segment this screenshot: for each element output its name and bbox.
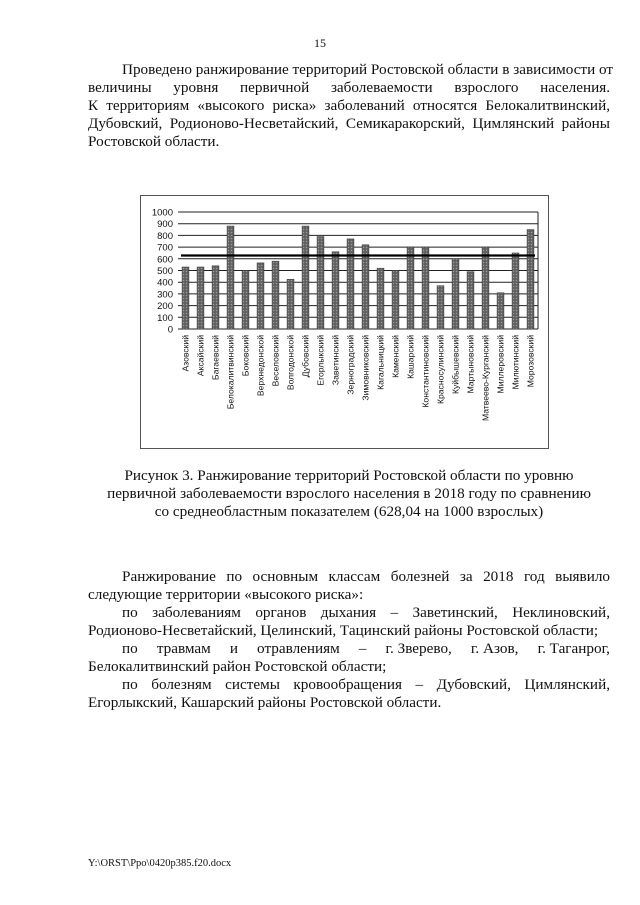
trauma-line-1 bbox=[122, 640, 610, 658]
intro-word: взрослого bbox=[454, 79, 519, 96]
y-tick-label: 0 bbox=[167, 324, 173, 336]
caption-line-1: Рисунок 3. Ранжирование территорий Ростовской области по уровню bbox=[124, 467, 574, 484]
respiratory-line-1 bbox=[122, 604, 610, 622]
x-tick-label: Боковский bbox=[240, 335, 251, 377]
bar-2 bbox=[197, 267, 204, 329]
trauma-word: травмам bbox=[156, 640, 211, 657]
bar-chart bbox=[141, 196, 548, 448]
bar-12 bbox=[347, 239, 354, 329]
y-tick-label: 900 bbox=[157, 219, 173, 231]
respiratory-line-1-text: по заболеваниям органов дыхания – Заветинский, Неклиновский, bbox=[122, 604, 610, 621]
circulatory-line-2: Егорлыкский, Кашарский районы Ростовской области. bbox=[88, 694, 442, 711]
y-tick-label: 700 bbox=[157, 242, 173, 254]
bar-5 bbox=[242, 271, 249, 330]
x-tick-label: Аксайский bbox=[195, 335, 206, 377]
x-tick-label: Дубовский bbox=[300, 335, 311, 378]
ranking-line-2: следующие территории «высокого риска»: bbox=[88, 586, 364, 603]
bar-7 bbox=[272, 261, 279, 329]
bar-14 bbox=[377, 268, 384, 329]
x-tick-label: Зимовниковский bbox=[360, 335, 371, 401]
bar-17 bbox=[422, 247, 429, 329]
y-tick-label: 500 bbox=[157, 266, 173, 277]
bar-24 bbox=[527, 230, 534, 329]
bar-8 bbox=[287, 279, 294, 329]
intro-line-1: Проведено ранжирование территорий Ростовской области в зависимости от bbox=[122, 61, 614, 78]
circulatory-line-1 bbox=[122, 676, 610, 694]
x-tick-label: Морозовский bbox=[525, 335, 536, 388]
bar-13 bbox=[362, 245, 369, 329]
y-tick-label: 400 bbox=[157, 277, 173, 289]
x-tick-label: Егорлыкский bbox=[315, 335, 326, 386]
bar-16 bbox=[407, 247, 414, 329]
trauma-word: г. Азов, bbox=[470, 640, 519, 657]
bar-18 bbox=[437, 286, 444, 329]
x-tick-label: Багаевский bbox=[210, 335, 221, 381]
trauma-word: и bbox=[229, 640, 238, 657]
bar-15 bbox=[392, 271, 399, 330]
trauma-word: г. Зверево, bbox=[385, 640, 452, 657]
bar-10 bbox=[317, 237, 324, 329]
bar-4 bbox=[227, 226, 234, 329]
trauma-line-2: Белокалитвинский район Ростовской области; bbox=[88, 658, 387, 675]
intro-line-2 bbox=[88, 79, 610, 97]
respiratory-line-2: Родионово-Несветайский, Целинский, Тацинский районы Ростовской области; bbox=[88, 622, 599, 639]
caption-line-2: первичной заболеваемости взрослого населения в 2018 году по сравнению bbox=[107, 485, 591, 502]
ranking-line-1 bbox=[122, 568, 610, 586]
bar-9 bbox=[302, 226, 309, 329]
bar-6 bbox=[257, 263, 264, 329]
trauma-word: по bbox=[122, 640, 138, 657]
x-tick-label: Константиновский bbox=[420, 335, 431, 408]
bar-21 bbox=[482, 247, 489, 329]
x-tick-label: Кагальницкий bbox=[375, 335, 386, 390]
x-tick-label: Куйбышевский bbox=[450, 335, 461, 395]
intro-word: величины bbox=[88, 79, 152, 96]
x-tick-label: Мартыновский bbox=[465, 335, 476, 394]
x-tick-label: Веселовский bbox=[270, 335, 281, 387]
bar-3 bbox=[212, 266, 219, 329]
bar-22 bbox=[497, 293, 504, 329]
bar-23 bbox=[512, 253, 519, 329]
page-number: 15 bbox=[314, 36, 326, 50]
x-tick-label: Миллеровский bbox=[495, 335, 506, 394]
bar-1 bbox=[182, 267, 189, 329]
y-tick-label: 200 bbox=[157, 301, 173, 313]
y-tick-label: 300 bbox=[157, 289, 173, 301]
caption-line-3: со среднеобластным показателем (628,04 на 1000 взрослых) bbox=[154, 503, 544, 520]
trauma-word: отравлениям bbox=[257, 640, 340, 657]
trauma-word: – bbox=[358, 640, 367, 657]
y-tick-label: 1000 bbox=[151, 207, 173, 219]
x-tick-label: Кашарский bbox=[405, 335, 416, 379]
intro-word: населения. bbox=[540, 79, 610, 96]
y-tick-label: 600 bbox=[157, 254, 173, 266]
x-tick-label: Волгодонской bbox=[285, 335, 296, 391]
figure-caption bbox=[88, 467, 610, 521]
circulatory-line-1-text: по болезням системы кровообращения – Дубовский, Цимлянский, bbox=[122, 676, 610, 693]
x-tick-label: Заветинский bbox=[330, 335, 341, 386]
intro-word: первичной bbox=[240, 79, 310, 96]
y-tick-label: 800 bbox=[157, 230, 173, 242]
intro-word: уровня bbox=[173, 79, 219, 96]
x-tick-label: Каменский bbox=[390, 335, 401, 378]
trauma-word: г. Таганрог, bbox=[537, 640, 610, 657]
x-tick-label: Красносулинский bbox=[435, 335, 446, 405]
bar-19 bbox=[452, 259, 459, 329]
x-tick-label: Верхнедонской bbox=[255, 335, 266, 397]
x-tick-label: Зерноградский bbox=[345, 335, 356, 395]
ranking-line-1-text: Ранжирование по основным классам болезней за 2018 год выявило bbox=[122, 568, 610, 585]
y-tick-label: 100 bbox=[157, 312, 173, 324]
intro-paragraph-rest: К территориям «высокого риска» заболеваний относятся Белокалитвинский, Дубовский, Родионово-Несветайский, Семикаракорский, Цимлянский районы Ростовской области. bbox=[88, 97, 610, 150]
x-tick-label: Белокалитвинский bbox=[225, 335, 236, 410]
footer-file-path: Y:\ORST\Ppo\0420p385.f20.docx bbox=[88, 858, 232, 869]
intro-word: заболеваемости bbox=[330, 79, 433, 96]
x-tick-label: Азовский bbox=[180, 335, 191, 372]
bar-20 bbox=[467, 272, 474, 329]
x-tick-label: Матвеево-Курганский bbox=[480, 335, 491, 422]
bar-11 bbox=[332, 252, 339, 329]
x-tick-label: Милютинский bbox=[510, 335, 521, 390]
chart-frame bbox=[140, 195, 549, 449]
